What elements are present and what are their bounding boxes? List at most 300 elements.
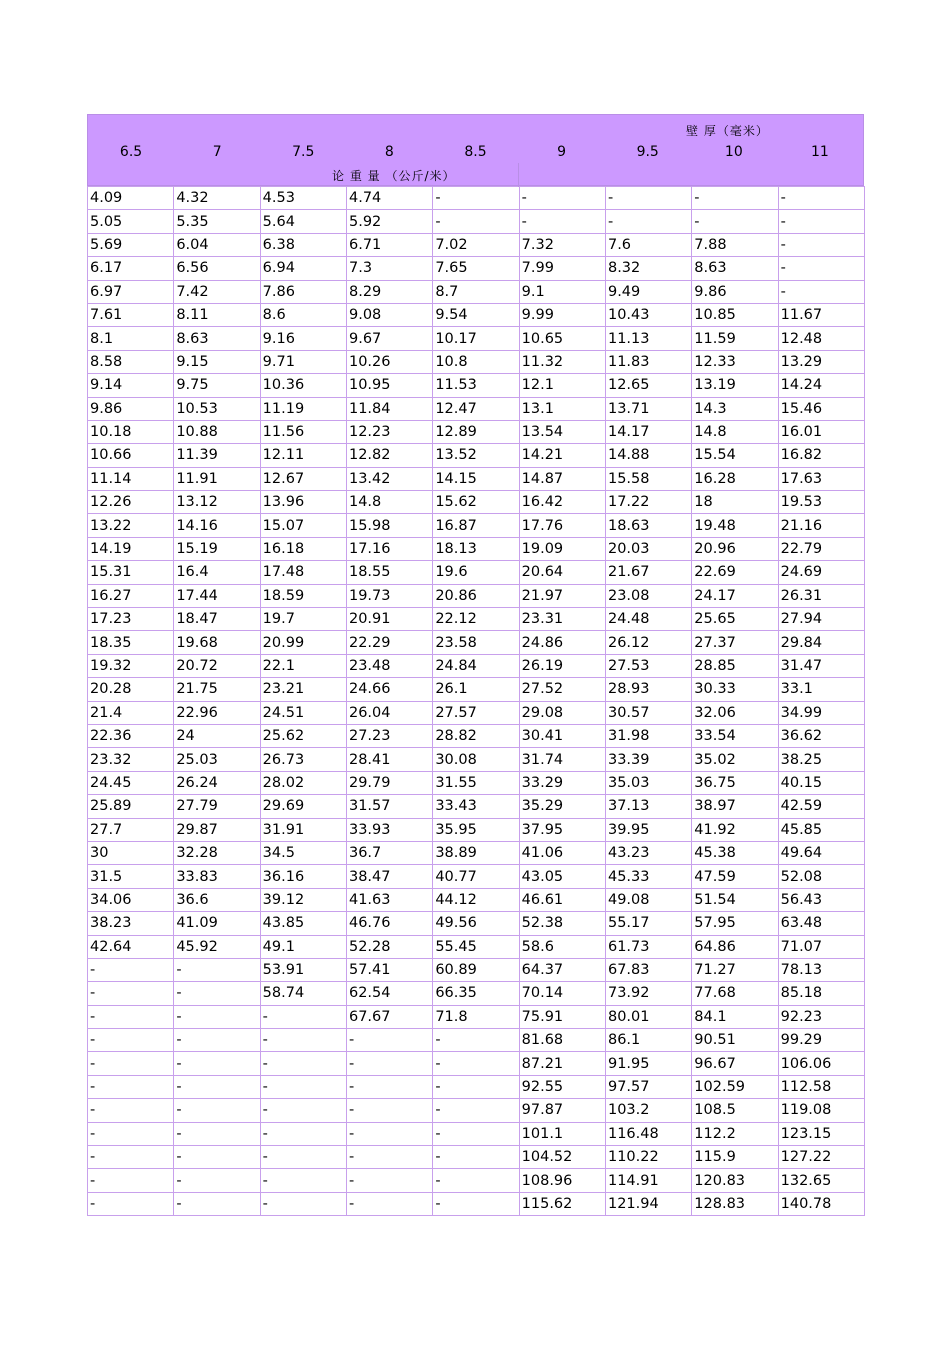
- table-cell: 102.59: [692, 1075, 778, 1098]
- table-cell: 20.03: [605, 537, 691, 560]
- table-cell: 71.07: [778, 935, 864, 958]
- table-row: [88, 795, 865, 818]
- table-cell: 10.36: [260, 374, 346, 397]
- table-cell: 19.32: [88, 654, 174, 677]
- table-cell: 27.23: [346, 724, 432, 747]
- table-cell: -: [260, 1005, 346, 1028]
- table-cell: 115.9: [692, 1146, 778, 1169]
- table-cell: 24.51: [260, 701, 346, 724]
- table-cell: 30.57: [605, 701, 691, 724]
- table-cell: -: [174, 1075, 260, 1098]
- table-cell: 27.57: [433, 701, 519, 724]
- table-cell: 4.53: [260, 187, 346, 210]
- table-row: [88, 280, 865, 303]
- table-row: [88, 678, 865, 701]
- table-cell: 11.59: [692, 327, 778, 350]
- table-cell: 8.7: [433, 280, 519, 303]
- table-cell: -: [605, 187, 691, 210]
- table-cell: 22.1: [260, 654, 346, 677]
- table-cell: 9.08: [346, 303, 432, 326]
- table-cell: 4.09: [88, 187, 174, 210]
- table-cell: 19.68: [174, 631, 260, 654]
- table-cell: 92.23: [778, 1005, 864, 1028]
- table-cell: 8.63: [174, 327, 260, 350]
- table-cell: 19.73: [346, 584, 432, 607]
- table-cell: 41.06: [519, 841, 605, 864]
- table-cell: 17.23: [88, 608, 174, 631]
- table-cell: -: [174, 1099, 260, 1122]
- column-header: 8: [384, 144, 394, 160]
- table-row: [88, 467, 865, 490]
- table-cell: 33.29: [519, 771, 605, 794]
- table-row: [88, 327, 865, 350]
- table-cell: 28.93: [605, 678, 691, 701]
- table-cell: -: [346, 1122, 432, 1145]
- table-cell: 16.01: [778, 420, 864, 443]
- table-cell: 57.41: [346, 958, 432, 981]
- table-cell: 6.97: [88, 280, 174, 303]
- table-cell: 61.73: [605, 935, 691, 958]
- table-cell: 26.24: [174, 771, 260, 794]
- table-row: [88, 1169, 865, 1192]
- table-cell: 40.15: [778, 771, 864, 794]
- table-cell: 77.68: [692, 982, 778, 1005]
- table-cell: 15.07: [260, 514, 346, 537]
- table-row: [88, 982, 865, 1005]
- table-cell: 51.54: [692, 888, 778, 911]
- table-cell: 26.04: [346, 701, 432, 724]
- table-cell: 71.8: [433, 1005, 519, 1028]
- table-row: [88, 724, 865, 747]
- table-cell: 46.61: [519, 888, 605, 911]
- column-header: 9.5: [636, 144, 659, 160]
- table-cell: 55.17: [605, 912, 691, 935]
- table-cell: 85.18: [778, 982, 864, 1005]
- table-cell: -: [88, 982, 174, 1005]
- table-cell: 73.92: [605, 982, 691, 1005]
- table-cell: 41.63: [346, 888, 432, 911]
- table-cell: 8.63: [692, 257, 778, 280]
- table-cell: 81.68: [519, 1029, 605, 1052]
- table-cell: 17.48: [260, 561, 346, 584]
- table-cell: 62.54: [346, 982, 432, 1005]
- table-cell: 43.23: [605, 841, 691, 864]
- table-cell: -: [346, 1052, 432, 1075]
- table-cell: -: [174, 982, 260, 1005]
- table-cell: 27.79: [174, 795, 260, 818]
- table-cell: -: [692, 187, 778, 210]
- table-cell: -: [346, 1169, 432, 1192]
- table-row: [88, 631, 865, 654]
- table-cell: 11.39: [174, 444, 260, 467]
- table-cell: 114.91: [605, 1169, 691, 1192]
- table-cell: 16.4: [174, 561, 260, 584]
- table-cell: -: [260, 1169, 346, 1192]
- table-cell: 66.35: [433, 982, 519, 1005]
- table-cell: 7.86: [260, 280, 346, 303]
- table-cell: 41.92: [692, 818, 778, 841]
- table-cell: 45.38: [692, 841, 778, 864]
- table-cell: 10.95: [346, 374, 432, 397]
- table-cell: -: [174, 1192, 260, 1215]
- table-cell: 28.82: [433, 724, 519, 747]
- table-cell: 7.3: [346, 257, 432, 280]
- table-cell: 31.57: [346, 795, 432, 818]
- table-cell: 24: [174, 724, 260, 747]
- table-cell: -: [260, 1052, 346, 1075]
- table-cell: 13.54: [519, 420, 605, 443]
- table-cell: 127.22: [778, 1146, 864, 1169]
- table-cell: 41.09: [174, 912, 260, 935]
- table-cell: -: [778, 187, 864, 210]
- table-cell: 27.7: [88, 818, 174, 841]
- table-cell: 27.94: [778, 608, 864, 631]
- table-cell: 32.28: [174, 841, 260, 864]
- table-cell: 15.46: [778, 397, 864, 420]
- table-cell: 20.86: [433, 584, 519, 607]
- table-cell: 35.95: [433, 818, 519, 841]
- table-cell: 10.65: [519, 327, 605, 350]
- table-row: [88, 818, 865, 841]
- table-cell: 140.78: [778, 1192, 864, 1215]
- table-cell: 67.83: [605, 958, 691, 981]
- table-cell: 9.99: [519, 303, 605, 326]
- table-cell: 97.87: [519, 1099, 605, 1122]
- table-cell: 53.91: [260, 958, 346, 981]
- table-cell: 110.22: [605, 1146, 691, 1169]
- table-cell: 12.23: [346, 420, 432, 443]
- table-cell: 38.47: [346, 865, 432, 888]
- table-row: [88, 257, 865, 280]
- table-cell: 108.96: [519, 1169, 605, 1192]
- table-cell: 20.99: [260, 631, 346, 654]
- table-cell: 16.27: [88, 584, 174, 607]
- table-cell: 31.98: [605, 724, 691, 747]
- table-cell: 64.37: [519, 958, 605, 981]
- table-cell: 11.53: [433, 374, 519, 397]
- table-cell: 31.5: [88, 865, 174, 888]
- table-cell: -: [605, 210, 691, 233]
- table-cell: -: [433, 187, 519, 210]
- table-cell: 29.08: [519, 701, 605, 724]
- table-cell: 64.86: [692, 935, 778, 958]
- table-cell: 10.53: [174, 397, 260, 420]
- table-cell: 5.69: [88, 233, 174, 256]
- table-cell: 29.87: [174, 818, 260, 841]
- table-cell: -: [519, 187, 605, 210]
- table-cell: 37.13: [605, 795, 691, 818]
- table-cell: 52.08: [778, 865, 864, 888]
- table-cell: 16.82: [778, 444, 864, 467]
- weight-caption: 论 重 量 （公斤/米）: [332, 169, 456, 183]
- table-cell: 58.6: [519, 935, 605, 958]
- table-cell: 22.12: [433, 608, 519, 631]
- table-cell: 13.29: [778, 350, 864, 373]
- table-cell: 7.42: [174, 280, 260, 303]
- table-cell: 12.26: [88, 491, 174, 514]
- table-cell: 20.96: [692, 537, 778, 560]
- table-cell: -: [433, 1146, 519, 1169]
- header-divider: [518, 163, 519, 187]
- table-cell: 14.17: [605, 420, 691, 443]
- table-cell: 132.65: [778, 1169, 864, 1192]
- table-cell: 14.87: [519, 467, 605, 490]
- table-cell: 23.08: [605, 584, 691, 607]
- table-cell: 5.64: [260, 210, 346, 233]
- table-cell: 9.67: [346, 327, 432, 350]
- table-cell: 33.39: [605, 748, 691, 771]
- table-cell: 20.28: [88, 678, 174, 701]
- table-cell: -: [174, 1169, 260, 1192]
- table-row: [88, 865, 865, 888]
- table-cell: 24.45: [88, 771, 174, 794]
- table-cell: 36.7: [346, 841, 432, 864]
- table-cell: 7.65: [433, 257, 519, 280]
- table-cell: -: [88, 1052, 174, 1075]
- table-row: [88, 374, 865, 397]
- table-row: [88, 841, 865, 864]
- table-cell: 17.63: [778, 467, 864, 490]
- table-cell: 30.08: [433, 748, 519, 771]
- table-cell: 5.35: [174, 210, 260, 233]
- table-cell: 10.26: [346, 350, 432, 373]
- table-cell: -: [346, 1192, 432, 1215]
- table-cell: 15.58: [605, 467, 691, 490]
- table-cell: 37.95: [519, 818, 605, 841]
- table-cell: 31.55: [433, 771, 519, 794]
- table-cell: 45.33: [605, 865, 691, 888]
- table-cell: 12.48: [778, 327, 864, 350]
- table-cell: 14.16: [174, 514, 260, 537]
- table-cell: 24.69: [778, 561, 864, 584]
- table-cell: 46.76: [346, 912, 432, 935]
- table-cell: 23.58: [433, 631, 519, 654]
- table-cell: 25.89: [88, 795, 174, 818]
- table-cell: 33.1: [778, 678, 864, 701]
- table-cell: 23.32: [88, 748, 174, 771]
- table-cell: 21.67: [605, 561, 691, 584]
- table-cell: 86.1: [605, 1029, 691, 1052]
- table-cell: 45.92: [174, 935, 260, 958]
- table-cell: 9.86: [692, 280, 778, 303]
- table-cell: 24.17: [692, 584, 778, 607]
- table-cell: 14.21: [519, 444, 605, 467]
- table-cell: 10.18: [88, 420, 174, 443]
- table-cell: -: [260, 1192, 346, 1215]
- table-cell: 6.71: [346, 233, 432, 256]
- table-cell: 20.64: [519, 561, 605, 584]
- table-cell: 49.64: [778, 841, 864, 864]
- table-cell: 12.65: [605, 374, 691, 397]
- table-cell: 39.12: [260, 888, 346, 911]
- table-cell: 12.67: [260, 467, 346, 490]
- table-cell: 14.15: [433, 467, 519, 490]
- table-cell: 14.3: [692, 397, 778, 420]
- column-header: 7: [212, 144, 222, 160]
- table-cell: 38.23: [88, 912, 174, 935]
- table-cell: 55.45: [433, 935, 519, 958]
- table-row: [88, 771, 865, 794]
- table-cell: 7.99: [519, 257, 605, 280]
- table-cell: 12.11: [260, 444, 346, 467]
- table-cell: -: [174, 1052, 260, 1075]
- table-row: [88, 514, 865, 537]
- table-cell: 7.61: [88, 303, 174, 326]
- table-cell: 120.83: [692, 1169, 778, 1192]
- table-cell: 23.48: [346, 654, 432, 677]
- table-cell: 57.95: [692, 912, 778, 935]
- table-cell: 12.89: [433, 420, 519, 443]
- table-cell: 14.19: [88, 537, 174, 560]
- table-cell: -: [88, 1099, 174, 1122]
- column-header: 8.5: [464, 144, 487, 160]
- table-cell: 13.19: [692, 374, 778, 397]
- table-cell: 9.16: [260, 327, 346, 350]
- table-cell: 16.42: [519, 491, 605, 514]
- table-row: [88, 654, 865, 677]
- table-cell: 18.47: [174, 608, 260, 631]
- table-cell: 31.91: [260, 818, 346, 841]
- table-cell: 36.75: [692, 771, 778, 794]
- table-cell: 29.69: [260, 795, 346, 818]
- table-header: [87, 114, 864, 186]
- table-cell: 10.8: [433, 350, 519, 373]
- table-cell: 36.16: [260, 865, 346, 888]
- table-cell: 25.03: [174, 748, 260, 771]
- column-header: 9: [557, 144, 567, 160]
- table-cell: 16.87: [433, 514, 519, 537]
- column-header: 10: [724, 144, 743, 160]
- column-header: 7.5: [292, 144, 315, 160]
- table-cell: -: [88, 1075, 174, 1098]
- table-cell: 30.41: [519, 724, 605, 747]
- table-cell: -: [778, 257, 864, 280]
- table-row: [88, 1146, 865, 1169]
- table-cell: 7.32: [519, 233, 605, 256]
- table-cell: 11.56: [260, 420, 346, 443]
- table-cell: 42.64: [88, 935, 174, 958]
- table-cell: 96.67: [692, 1052, 778, 1075]
- table-cell: -: [88, 1122, 174, 1145]
- table-cell: 123.15: [778, 1122, 864, 1145]
- table-cell: 30: [88, 841, 174, 864]
- table-cell: -: [260, 1146, 346, 1169]
- table-cell: 84.1: [692, 1005, 778, 1028]
- table-cell: 30.33: [692, 678, 778, 701]
- table-cell: 40.77: [433, 865, 519, 888]
- table-cell: -: [174, 1005, 260, 1028]
- table-cell: 128.83: [692, 1192, 778, 1215]
- table-row: [88, 748, 865, 771]
- table-cell: 13.12: [174, 491, 260, 514]
- table-cell: -: [433, 1029, 519, 1052]
- table-row: [88, 584, 865, 607]
- table-cell: -: [346, 1146, 432, 1169]
- table-cell: 33.83: [174, 865, 260, 888]
- table-cell: 24.84: [433, 654, 519, 677]
- table-row: [88, 561, 865, 584]
- table-cell: 49.56: [433, 912, 519, 935]
- table-cell: 27.53: [605, 654, 691, 677]
- table-cell: -: [260, 1099, 346, 1122]
- table-cell: 15.98: [346, 514, 432, 537]
- table-cell: 71.27: [692, 958, 778, 981]
- table-cell: 103.2: [605, 1099, 691, 1122]
- table-cell: 38.97: [692, 795, 778, 818]
- table-cell: 9.15: [174, 350, 260, 373]
- table-cell: 26.19: [519, 654, 605, 677]
- table-cell: 13.96: [260, 491, 346, 514]
- table-cell: 6.38: [260, 233, 346, 256]
- table-cell: 25.62: [260, 724, 346, 747]
- table-cell: 14.8: [692, 420, 778, 443]
- table-cell: -: [88, 1005, 174, 1028]
- table-cell: 10.88: [174, 420, 260, 443]
- table-row: [88, 958, 865, 981]
- table-cell: 14.88: [605, 444, 691, 467]
- table-row: [88, 397, 865, 420]
- table-cell: 16.28: [692, 467, 778, 490]
- table-cell: 18.55: [346, 561, 432, 584]
- table-cell: 18.35: [88, 631, 174, 654]
- table-cell: 35.29: [519, 795, 605, 818]
- table-cell: 21.16: [778, 514, 864, 537]
- table-cell: -: [778, 210, 864, 233]
- table-cell: -: [433, 1169, 519, 1192]
- table-cell: 56.43: [778, 888, 864, 911]
- table-cell: -: [88, 1169, 174, 1192]
- table-cell: 14.8: [346, 491, 432, 514]
- table-cell: 18: [692, 491, 778, 514]
- table-cell: -: [778, 280, 864, 303]
- table-cell: 32.06: [692, 701, 778, 724]
- table-cell: 27.52: [519, 678, 605, 701]
- table-cell: 119.08: [778, 1099, 864, 1122]
- table-cell: 15.62: [433, 491, 519, 514]
- table-cell: 90.51: [692, 1029, 778, 1052]
- table-cell: 36.6: [174, 888, 260, 911]
- table-cell: -: [519, 210, 605, 233]
- table-cell: 13.42: [346, 467, 432, 490]
- table-row: [88, 1192, 865, 1215]
- table-cell: 108.5: [692, 1099, 778, 1122]
- table-cell: 31.74: [519, 748, 605, 771]
- table-cell: 9.86: [88, 397, 174, 420]
- table-cell: -: [433, 1122, 519, 1145]
- table-cell: -: [346, 1075, 432, 1098]
- table-cell: 21.75: [174, 678, 260, 701]
- table-cell: 20.72: [174, 654, 260, 677]
- table-row: [88, 1029, 865, 1052]
- table-cell: 104.52: [519, 1146, 605, 1169]
- table-cell: 26.12: [605, 631, 691, 654]
- table-cell: 13.71: [605, 397, 691, 420]
- table-cell: 11.67: [778, 303, 864, 326]
- table-cell: 116.48: [605, 1122, 691, 1145]
- table-cell: 70.14: [519, 982, 605, 1005]
- table-cell: 10.43: [605, 303, 691, 326]
- table-cell: 9.75: [174, 374, 260, 397]
- table-cell: 5.05: [88, 210, 174, 233]
- table-row: [88, 701, 865, 724]
- table-row: [88, 233, 865, 256]
- table-cell: 87.21: [519, 1052, 605, 1075]
- table-cell: 49.08: [605, 888, 691, 911]
- table-cell: 15.31: [88, 561, 174, 584]
- table-cell: 11.83: [605, 350, 691, 373]
- table-cell: -: [346, 1099, 432, 1122]
- table-row: [88, 912, 865, 935]
